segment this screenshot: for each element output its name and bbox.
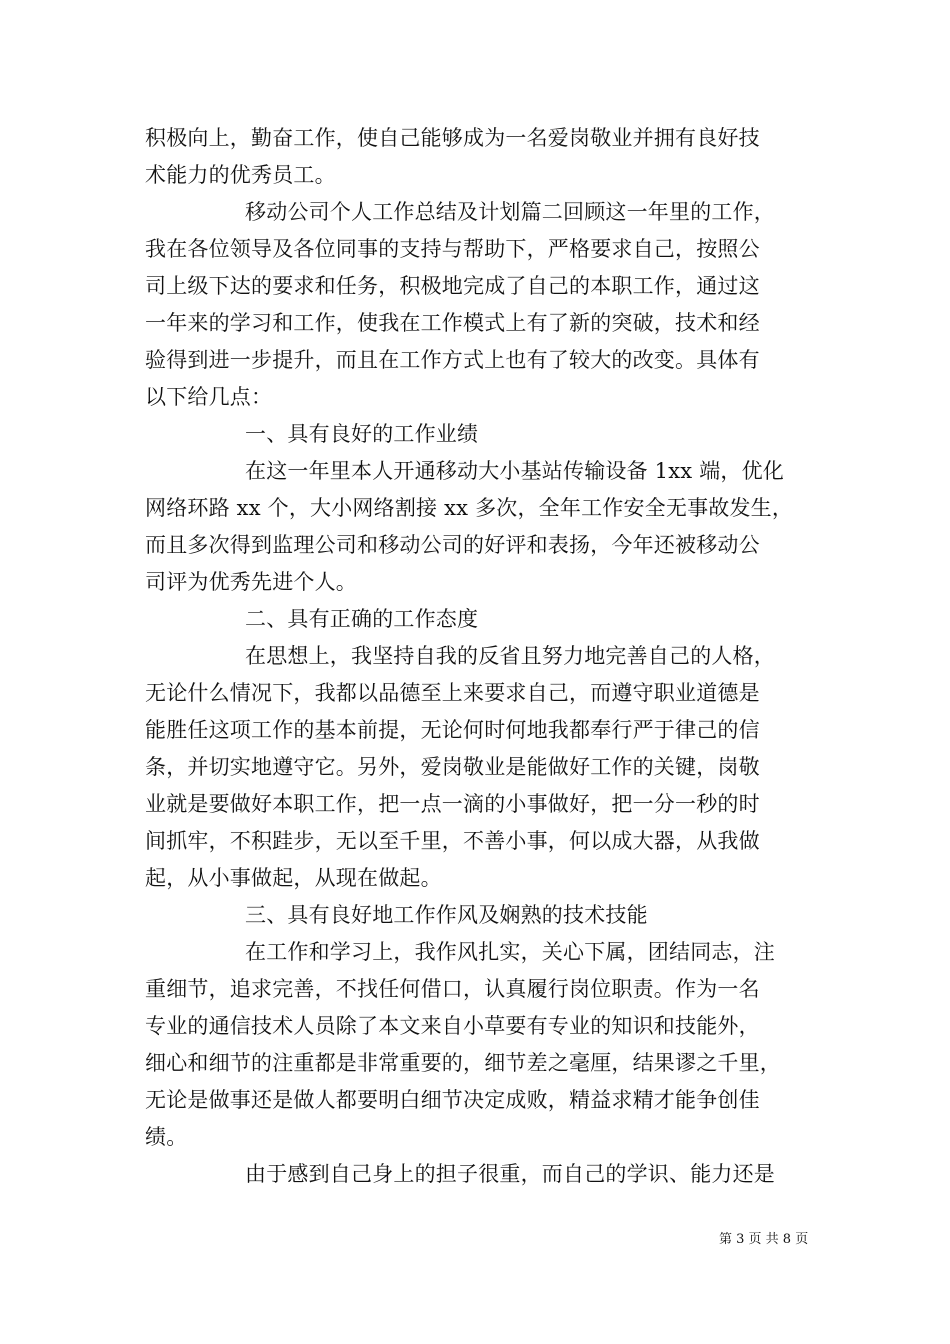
text-line: 网络环路 xx 个，大小网络割接 xx 多次，全年工作安全无事故发生， <box>145 496 794 520</box>
section-heading: 三、具有良好地工作作风及娴熟的技术技能 <box>245 903 648 927</box>
text-line: 在这一年里本人开通移动大小基站传输设备 1xx 端，优化 <box>245 459 784 483</box>
text-line: 验得到进一步提升，而且在工作方式上也有了较大的改变。具体有 <box>145 348 760 372</box>
text-line: 移动公司个人工作总结及计划篇二回顾这一年里的工作， <box>245 200 775 224</box>
text-line: 积极向上，勤奋工作，使自己能够成为一名爱岗敬业并拥有良好技 <box>145 126 760 150</box>
section-heading: 一、具有良好的工作业绩 <box>245 422 479 446</box>
text-line: 而且多次得到监理公司和移动公司的好评和表扬，今年还被移动公 <box>145 533 760 557</box>
text-line: 在工作和学习上，我作风扎实，关心下属，团结同志，注 <box>245 940 775 964</box>
text-line: 以下给几点： <box>145 385 273 409</box>
text-line: 由于感到自己身上的担子很重，而自己的学识、能力还是 <box>245 1162 775 1186</box>
text-line: 绩。 <box>145 1125 188 1149</box>
text-line: 术能力的优秀员工。 <box>145 163 336 187</box>
text-line: 无论什么情况下，我都以品德至上来要求自己，而遵守职业道德是 <box>145 681 760 705</box>
text-line: 司评为优秀先进个人。 <box>145 570 357 594</box>
text-line: 条，并切实地遵守它。另外，爱岗敬业是能做好工作的关键，岗敬 <box>145 755 760 779</box>
text-line: 在思想上，我坚持自我的反省且努力地完善自己的人格， <box>245 644 775 668</box>
text-line: 间抓牢，不积跬步，无以至千里，不善小事，何以成大器，从我做 <box>145 829 760 853</box>
text-line: 重细节，追求完善，不找任何借口，认真履行岗位职责。作为一名 <box>145 977 760 1001</box>
text-line: 起，从小事做起，从现在做起。 <box>145 866 442 890</box>
text-line: 专业的通信技术人员除了本文来自小草要有专业的知识和技能外， <box>145 1014 760 1038</box>
text-line: 一年来的学习和工作，使我在工作模式上有了新的突破，技术和经 <box>145 311 760 335</box>
text-line: 无论是做事还是做人都要明白细节决定成败，精益求精才能争创佳 <box>145 1088 760 1112</box>
text-line: 业就是要做好本职工作，把一点一滴的小事做好，把一分一秒的时 <box>145 792 760 816</box>
text-line: 细心和细节的注重都是非常重要的，细节差之毫厘，结果谬之千里， <box>145 1051 781 1075</box>
page-number: 第 3 页 共 8 页 <box>719 1232 809 1247</box>
section-heading: 二、具有正确的工作态度 <box>245 607 479 631</box>
text-line: 能胜任这项工作的基本前提，无论何时何地我都奉行严于律己的信 <box>145 718 760 742</box>
text-line: 我在各位领导及各位同事的支持与帮助下，严格要求自己，按照公 <box>145 237 760 261</box>
text-line: 司上级下达的要求和任务，积极地完成了自己的本职工作，通过这 <box>145 274 760 298</box>
